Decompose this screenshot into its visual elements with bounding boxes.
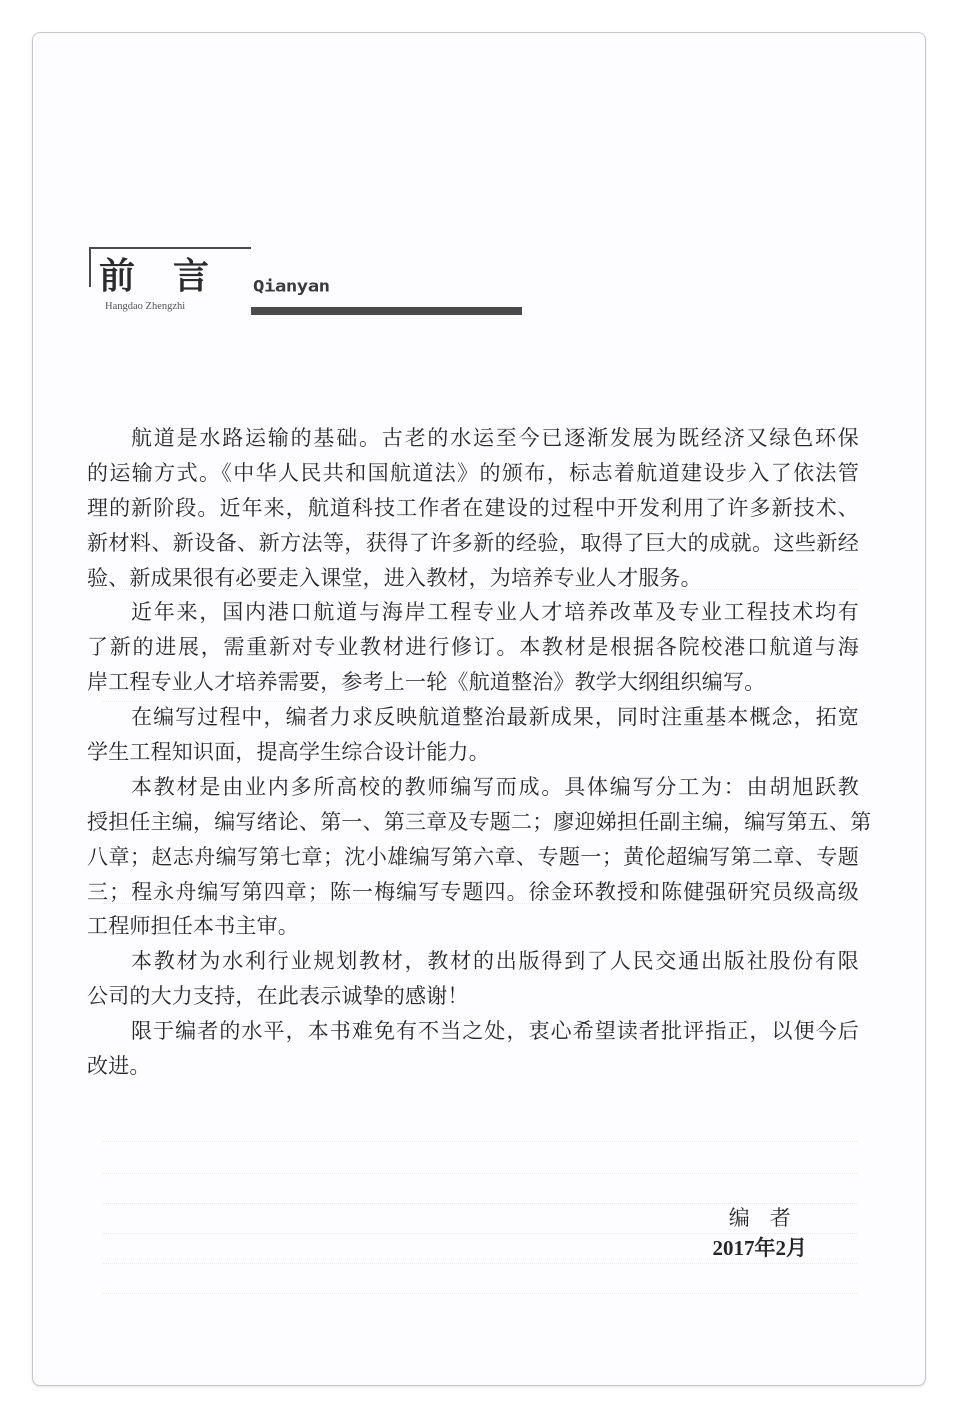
- text-line: 公司的大力支持，在此表示诚挚的感谢！: [87, 984, 469, 1009]
- text-line: 工程师担任本书主审。: [87, 914, 299, 939]
- text-line: 近年来，国内港口航道与海岸工程专业人才培养改革及专业工程技术均有: [131, 600, 859, 625]
- text-line: 航道是水路运输的基础。古老的水运至今已逐渐发展为既经济又绿色环保: [131, 426, 859, 450]
- book-page: [32, 32, 926, 1386]
- text-line: 授担任主编，编写绪论、第一、第三章及专题二；廖迎娣担任副主编，编写第五、第: [87, 809, 872, 834]
- page-title-pinyin: Hangdao Zhengzhi: [105, 301, 186, 312]
- page-title-english: Qianyan: [253, 277, 330, 296]
- text-line: 岸工程专业人才培养需要，参考上一轮《航道整治》教学大纲组织编写。: [87, 670, 766, 695]
- text-line: 新材料、新设备、新方法等，获得了许多新的经验，取得了巨大的成就。这些新经: [87, 530, 859, 555]
- text-line: 学生工程知识面，提高学生综合设计能力。: [87, 740, 490, 765]
- text-line: 八章；赵志舟编写第七章；沈小雄编写第六章、专题一；黄伦超编写第二章、专题: [87, 844, 859, 869]
- preface-body: [87, 421, 872, 1084]
- text-line: 验、新成果很有必要走入课堂，进入教材，为培养专业人才服务。: [87, 565, 702, 590]
- signature-author: 编者: [728, 1206, 811, 1230]
- heading-bar: [251, 307, 522, 315]
- text-line: 本教材是由业内多所高校的教师编写而成。具体编写分工为：由胡旭跃教: [131, 774, 859, 799]
- text-line: 三；程永舟编写第四章；陈一梅编写专题四。徐金环教授和陈健强研究员级高级: [87, 879, 859, 904]
- text-line: 本教材为水利行业规划教材，教材的出版得到了人民交通出版社股份有限: [131, 949, 859, 974]
- text-line: 理的新阶段。近年来，航道科技工作者在建设的过程中开发利用了许多新技术、: [87, 495, 859, 520]
- text-line: 的运输方式。《中华人民共和国航道法》的颁布，标志着航道建设步入了依法管: [87, 460, 859, 485]
- heading-top-rule: [89, 247, 251, 249]
- text-line: 了新的进展，需重新对专业教材进行修订。本教材是根据各院校港口航道与海: [87, 635, 859, 660]
- signature-block: [712, 1203, 811, 1263]
- page-title: 前言: [99, 256, 248, 297]
- text-line: 改进。: [87, 1054, 151, 1079]
- text-line: 在编写过程中，编者力求反映航道整治最新成果，同时注重基本概念，拓宽: [131, 705, 859, 730]
- heading-left-rule: [89, 247, 91, 287]
- text-line: 限于编者的水平，本书难免有不当之处，衷心希望读者批评指正，以便今后: [131, 1019, 859, 1044]
- signature-date: 2017年2月: [712, 1236, 807, 1260]
